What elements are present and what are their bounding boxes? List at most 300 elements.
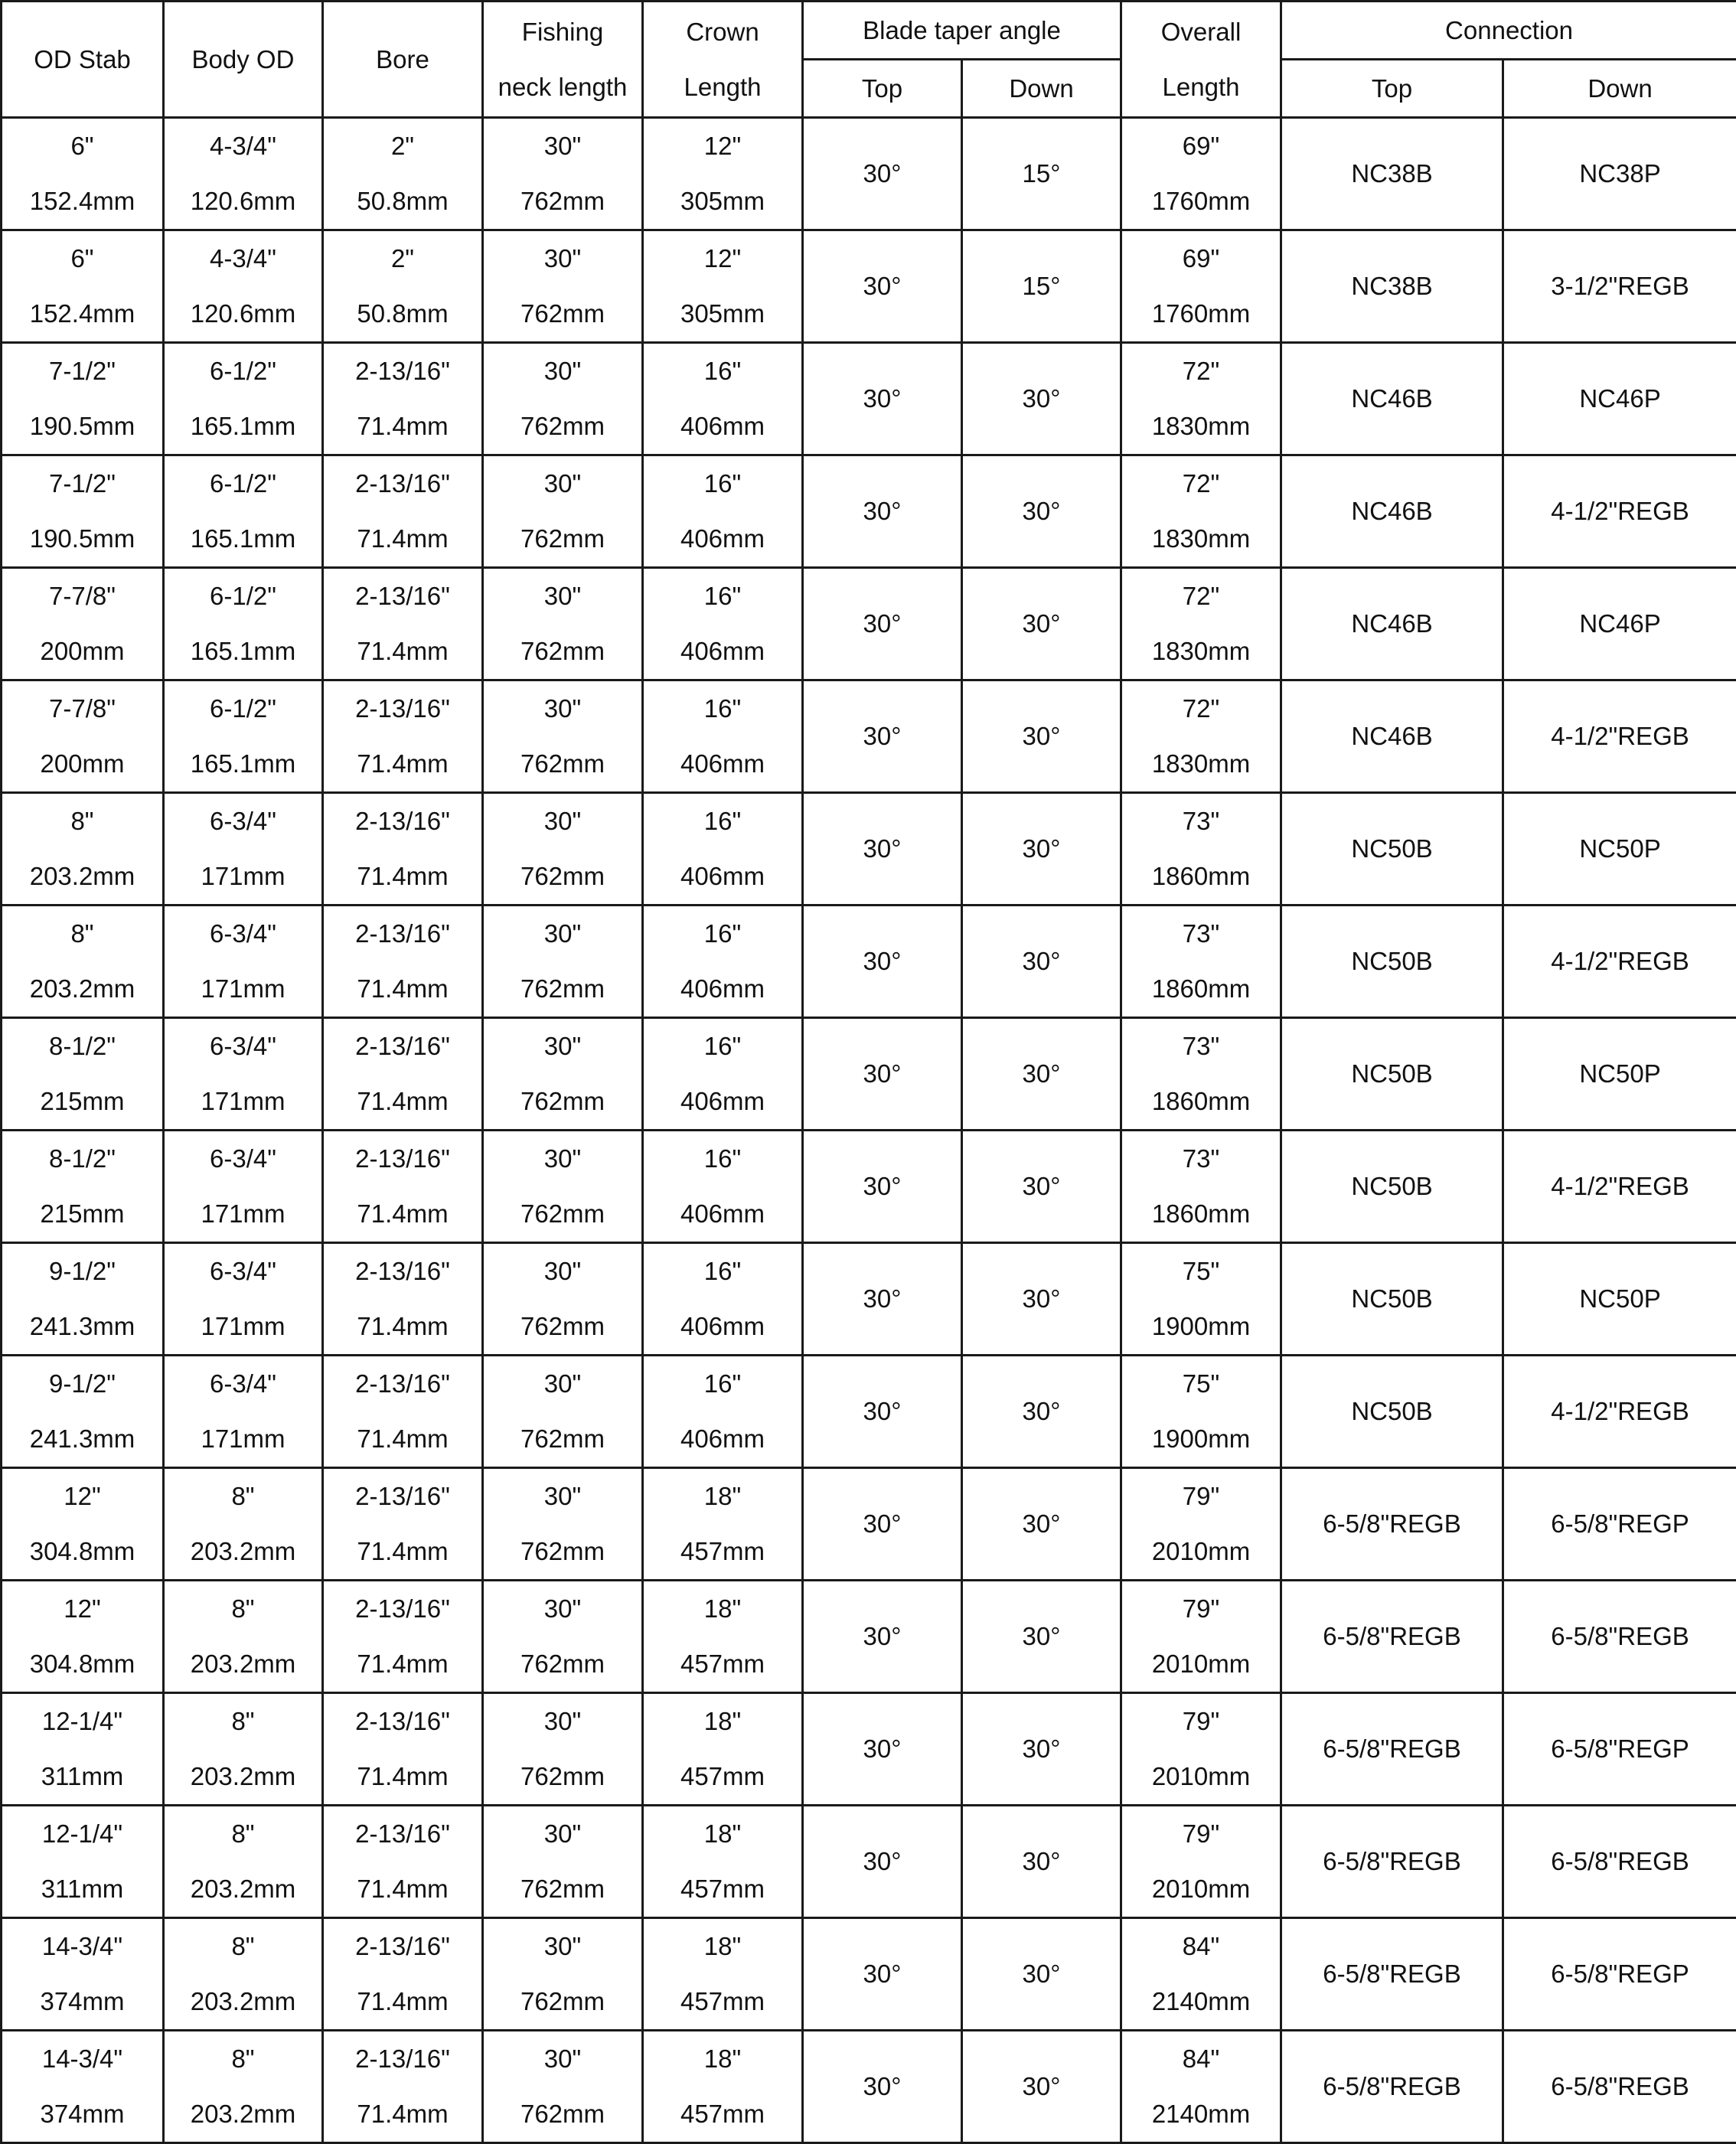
cell-crown xyxy=(643,1131,803,1243)
cell-overall xyxy=(1121,2031,1281,2143)
cell-od xyxy=(2,1693,164,1806)
cell-bore xyxy=(323,1356,483,1468)
cell-neck xyxy=(483,343,643,455)
cell-neck xyxy=(483,1581,643,1693)
cell-conn-down: 6-5/8"REGP xyxy=(1503,1468,1736,1581)
cell-body-line1: 8" xyxy=(165,1469,321,1524)
cell-top-angle: 30° xyxy=(803,1131,962,1243)
cell-bore-line1: 2-13/16" xyxy=(324,1019,481,1074)
cell-od xyxy=(2,343,164,455)
cell-neck xyxy=(483,1356,643,1468)
cell-conn-down: 4-1/2"REGB xyxy=(1503,680,1736,793)
cell-top-angle: 30° xyxy=(803,1806,962,1918)
cell-overall xyxy=(1121,118,1281,230)
cell-neck xyxy=(483,118,643,230)
cell-body-line2: 203.2mm xyxy=(165,1637,321,1692)
cell-od xyxy=(2,1243,164,1356)
cell-body-line1: 8" xyxy=(165,1806,321,1862)
cell-down-angle: 15° xyxy=(962,118,1121,230)
cell-overall xyxy=(1121,1243,1281,1356)
cell-od-line1: 9-1/2" xyxy=(2,1244,162,1299)
cell-crown-line2: 406mm xyxy=(644,624,801,679)
cell-od-line2: 190.5mm xyxy=(2,511,162,566)
cell-conn-down: NC38P xyxy=(1503,118,1736,230)
table-row xyxy=(2,793,1736,906)
cell-top-angle: 30° xyxy=(803,1243,962,1356)
cell-bore-line1: 2-13/16" xyxy=(324,1244,481,1299)
header-fishing-neck-line1: Fishing xyxy=(484,5,641,60)
cell-bore xyxy=(323,1131,483,1243)
cell-overall xyxy=(1121,455,1281,568)
cell-body-line1: 6-1/2" xyxy=(165,456,321,511)
cell-conn-top: NC46B xyxy=(1281,343,1503,455)
cell-bore xyxy=(323,455,483,568)
cell-body xyxy=(164,343,323,455)
cell-conn-down: NC50P xyxy=(1503,1018,1736,1131)
cell-body xyxy=(164,230,323,343)
cell-overall-line2: 1760mm xyxy=(1122,286,1280,341)
table-row xyxy=(2,2031,1736,2143)
cell-od-line1: 8" xyxy=(2,794,162,849)
cell-crown-line2: 406mm xyxy=(644,1186,801,1242)
cell-body-line1: 6-1/2" xyxy=(165,344,321,399)
cell-overall-line2: 1830mm xyxy=(1122,624,1280,679)
header-connection-down: Down xyxy=(1503,60,1736,118)
cell-crown-line1: 18" xyxy=(644,1469,801,1524)
cell-neck-line2: 762mm xyxy=(484,1862,641,1917)
cell-od xyxy=(2,1131,164,1243)
cell-crown-line1: 18" xyxy=(644,1694,801,1749)
cell-od-line2: 374mm xyxy=(2,1974,162,2029)
cell-od-line1: 8-1/2" xyxy=(2,1131,162,1186)
cell-overall xyxy=(1121,793,1281,906)
cell-conn-top: NC46B xyxy=(1281,680,1503,793)
cell-neck xyxy=(483,680,643,793)
cell-overall xyxy=(1121,343,1281,455)
cell-crown xyxy=(643,1468,803,1581)
cell-body-line2: 165.1mm xyxy=(165,511,321,566)
cell-neck-line2: 762mm xyxy=(484,399,641,454)
cell-conn-down: 4-1/2"REGB xyxy=(1503,1356,1736,1468)
cell-body-line2: 165.1mm xyxy=(165,624,321,679)
cell-overall-line1: 72" xyxy=(1122,456,1280,511)
cell-bore-line2: 71.4mm xyxy=(324,399,481,454)
cell-crown xyxy=(643,1243,803,1356)
cell-top-angle: 30° xyxy=(803,1468,962,1581)
cell-neck-line2: 762mm xyxy=(484,1411,641,1467)
cell-body-line1: 4-3/4" xyxy=(165,231,321,286)
cell-conn-down: 6-5/8"REGP xyxy=(1503,1693,1736,1806)
cell-overall-line1: 79" xyxy=(1122,1469,1280,1524)
cell-crown xyxy=(643,680,803,793)
cell-neck xyxy=(483,455,643,568)
table-row xyxy=(2,1356,1736,1468)
cell-neck-line2: 762mm xyxy=(484,849,641,904)
cell-conn-top: NC46B xyxy=(1281,568,1503,680)
cell-bore-line1: 2-13/16" xyxy=(324,681,481,736)
cell-crown-line2: 305mm xyxy=(644,286,801,341)
cell-neck-line1: 30" xyxy=(484,1806,641,1862)
cell-od-line1: 6" xyxy=(2,119,162,174)
cell-neck-line1: 30" xyxy=(484,231,641,286)
cell-crown-line1: 12" xyxy=(644,119,801,174)
table-row xyxy=(2,1131,1736,1243)
cell-bore-line2: 71.4mm xyxy=(324,511,481,566)
cell-bore-line1: 2-13/16" xyxy=(324,569,481,624)
cell-bore-line1: 2-13/16" xyxy=(324,344,481,399)
cell-down-angle: 30° xyxy=(962,793,1121,906)
cell-crown-line2: 305mm xyxy=(644,174,801,229)
cell-down-angle: 30° xyxy=(962,1018,1121,1131)
cell-bore xyxy=(323,793,483,906)
cell-overall-line1: 73" xyxy=(1122,1019,1280,1074)
header-connection: Connection xyxy=(1281,2,1736,60)
cell-overall-line1: 75" xyxy=(1122,1244,1280,1299)
cell-crown xyxy=(643,906,803,1018)
cell-od-line2: 374mm xyxy=(2,2087,162,2142)
table-row xyxy=(2,1693,1736,1806)
cell-crown xyxy=(643,1693,803,1806)
cell-crown-line1: 16" xyxy=(644,456,801,511)
cell-conn-top: NC50B xyxy=(1281,1131,1503,1243)
cell-neck xyxy=(483,1806,643,1918)
cell-od-line1: 12" xyxy=(2,1581,162,1637)
cell-conn-top: NC50B xyxy=(1281,1356,1503,1468)
cell-od-line1: 12-1/4" xyxy=(2,1806,162,1862)
cell-neck xyxy=(483,1018,643,1131)
cell-body-line2: 203.2mm xyxy=(165,1749,321,1804)
cell-neck-line2: 762mm xyxy=(484,511,641,566)
cell-overall xyxy=(1121,1693,1281,1806)
cell-conn-down: 4-1/2"REGB xyxy=(1503,906,1736,1018)
cell-od xyxy=(2,1581,164,1693)
header-crown-line2: Length xyxy=(644,60,801,115)
cell-od-line1: 14-3/4" xyxy=(2,2031,162,2087)
cell-od-line2: 203.2mm xyxy=(2,961,162,1017)
table-row xyxy=(2,906,1736,1018)
cell-neck-line2: 762mm xyxy=(484,961,641,1017)
cell-neck-line1: 30" xyxy=(484,1019,641,1074)
cell-body xyxy=(164,2031,323,2143)
cell-overall xyxy=(1121,1356,1281,1468)
cell-body xyxy=(164,1356,323,1468)
cell-conn-down: 3-1/2"REGB xyxy=(1503,230,1736,343)
cell-body-line1: 6-3/4" xyxy=(165,1356,321,1411)
cell-body-line2: 165.1mm xyxy=(165,399,321,454)
cell-overall-line2: 1830mm xyxy=(1122,399,1280,454)
cell-neck-line1: 30" xyxy=(484,1919,641,1974)
cell-crown xyxy=(643,343,803,455)
cell-bore-line2: 71.4mm xyxy=(324,1411,481,1467)
cell-conn-top: NC50B xyxy=(1281,793,1503,906)
cell-crown xyxy=(643,455,803,568)
cell-crown-line2: 406mm xyxy=(644,1411,801,1467)
cell-conn-top: NC50B xyxy=(1281,906,1503,1018)
cell-neck xyxy=(483,1131,643,1243)
cell-down-angle: 15° xyxy=(962,230,1121,343)
cell-neck-line1: 30" xyxy=(484,119,641,174)
cell-bore-line2: 71.4mm xyxy=(324,1862,481,1917)
cell-body xyxy=(164,118,323,230)
cell-body-line1: 6-1/2" xyxy=(165,681,321,736)
cell-overall-line1: 69" xyxy=(1122,231,1280,286)
cell-crown-line2: 457mm xyxy=(644,2087,801,2142)
cell-crown-line2: 406mm xyxy=(644,1074,801,1129)
cell-bore xyxy=(323,230,483,343)
cell-neck-line1: 30" xyxy=(484,1131,641,1186)
cell-top-angle: 30° xyxy=(803,1018,962,1131)
cell-overall-line2: 1830mm xyxy=(1122,736,1280,791)
cell-body xyxy=(164,1693,323,1806)
cell-overall xyxy=(1121,230,1281,343)
cell-overall xyxy=(1121,1918,1281,2031)
cell-top-angle: 30° xyxy=(803,1581,962,1693)
cell-neck xyxy=(483,1468,643,1581)
cell-bore-line2: 71.4mm xyxy=(324,1637,481,1692)
cell-od-line2: 215mm xyxy=(2,1074,162,1129)
cell-body xyxy=(164,906,323,1018)
cell-bore-line1: 2-13/16" xyxy=(324,794,481,849)
cell-neck xyxy=(483,230,643,343)
table-row xyxy=(2,1468,1736,1581)
cell-conn-down: 4-1/2"REGB xyxy=(1503,455,1736,568)
cell-overall-line1: 79" xyxy=(1122,1581,1280,1637)
cell-crown-line2: 406mm xyxy=(644,849,801,904)
cell-od xyxy=(2,2031,164,2143)
cell-od-line2: 304.8mm xyxy=(2,1637,162,1692)
cell-crown xyxy=(643,1918,803,2031)
cell-od-line2: 200mm xyxy=(2,736,162,791)
cell-bore-line1: 2-13/16" xyxy=(324,1694,481,1749)
cell-crown-line1: 18" xyxy=(644,2031,801,2087)
cell-bore xyxy=(323,2031,483,2143)
cell-overall-line2: 1830mm xyxy=(1122,511,1280,566)
cell-body xyxy=(164,793,323,906)
cell-crown-line1: 16" xyxy=(644,1356,801,1411)
cell-overall-line2: 2140mm xyxy=(1122,1974,1280,2029)
cell-neck-line1: 30" xyxy=(484,1244,641,1299)
cell-crown-line2: 457mm xyxy=(644,1749,801,1804)
cell-bore xyxy=(323,118,483,230)
table-body xyxy=(2,118,1736,2143)
cell-od xyxy=(2,680,164,793)
header-bore: Bore xyxy=(323,2,483,118)
cell-neck-line1: 30" xyxy=(484,456,641,511)
cell-bore-line2: 71.4mm xyxy=(324,2087,481,2142)
cell-neck xyxy=(483,2031,643,2143)
cell-crown-line1: 16" xyxy=(644,1244,801,1299)
cell-down-angle: 30° xyxy=(962,1356,1121,1468)
cell-crown-line1: 16" xyxy=(644,1131,801,1186)
cell-crown xyxy=(643,568,803,680)
cell-od-line1: 12" xyxy=(2,1469,162,1524)
cell-neck-line1: 30" xyxy=(484,1694,641,1749)
cell-crown-line2: 406mm xyxy=(644,736,801,791)
cell-crown-line1: 18" xyxy=(644,1581,801,1637)
cell-bore-line2: 71.4mm xyxy=(324,1074,481,1129)
cell-od-line2: 203.2mm xyxy=(2,849,162,904)
cell-overall-line2: 1860mm xyxy=(1122,849,1280,904)
cell-overall-line1: 72" xyxy=(1122,569,1280,624)
cell-neck-line1: 30" xyxy=(484,906,641,961)
cell-conn-top: 6-5/8"REGB xyxy=(1281,1581,1503,1693)
table-row xyxy=(2,1806,1736,1918)
cell-neck-line2: 762mm xyxy=(484,286,641,341)
cell-body-line1: 4-3/4" xyxy=(165,119,321,174)
cell-down-angle: 30° xyxy=(962,1693,1121,1806)
cell-conn-down: 6-5/8"REGB xyxy=(1503,1581,1736,1693)
cell-overall xyxy=(1121,906,1281,1018)
cell-bore xyxy=(323,906,483,1018)
cell-bore-line1: 2-13/16" xyxy=(324,2031,481,2087)
cell-crown-line1: 16" xyxy=(644,344,801,399)
cell-bore-line2: 71.4mm xyxy=(324,1749,481,1804)
cell-body-line2: 120.6mm xyxy=(165,174,321,229)
cell-body-line1: 8" xyxy=(165,2031,321,2087)
cell-top-angle: 30° xyxy=(803,343,962,455)
table-row xyxy=(2,1243,1736,1356)
cell-bore-line2: 71.4mm xyxy=(324,736,481,791)
table-row xyxy=(2,1581,1736,1693)
cell-neck-line1: 30" xyxy=(484,1356,641,1411)
cell-neck-line1: 30" xyxy=(484,794,641,849)
cell-body xyxy=(164,1243,323,1356)
cell-top-angle: 30° xyxy=(803,455,962,568)
cell-od xyxy=(2,1468,164,1581)
cell-crown xyxy=(643,1581,803,1693)
cell-body-line1: 8" xyxy=(165,1581,321,1637)
cell-down-angle: 30° xyxy=(962,906,1121,1018)
cell-crown-line2: 457mm xyxy=(644,1524,801,1579)
cell-neck-line2: 762mm xyxy=(484,1186,641,1242)
cell-neck-line2: 762mm xyxy=(484,174,641,229)
cell-crown-line2: 457mm xyxy=(644,1637,801,1692)
cell-body-line2: 203.2mm xyxy=(165,1862,321,1917)
cell-crown xyxy=(643,230,803,343)
cell-od-line2: 311mm xyxy=(2,1749,162,1804)
table-row xyxy=(2,1918,1736,2031)
cell-overall-line1: 75" xyxy=(1122,1356,1280,1411)
cell-overall-line2: 2010mm xyxy=(1122,1749,1280,1804)
cell-top-angle: 30° xyxy=(803,118,962,230)
cell-bore-line2: 50.8mm xyxy=(324,174,481,229)
cell-crown-line1: 18" xyxy=(644,1919,801,1974)
cell-od-line2: 215mm xyxy=(2,1186,162,1242)
cell-conn-top: NC50B xyxy=(1281,1243,1503,1356)
cell-od-line1: 7-1/2" xyxy=(2,456,162,511)
cell-crown-line1: 16" xyxy=(644,794,801,849)
cell-neck xyxy=(483,568,643,680)
cell-conn-top: NC38B xyxy=(1281,230,1503,343)
cell-overall-line2: 2010mm xyxy=(1122,1862,1280,1917)
cell-od xyxy=(2,568,164,680)
cell-neck-line2: 762mm xyxy=(484,1524,641,1579)
cell-neck-line1: 30" xyxy=(484,1581,641,1637)
cell-top-angle: 30° xyxy=(803,680,962,793)
cell-conn-top: 6-5/8"REGB xyxy=(1281,1918,1503,2031)
cell-bore-line1: 2" xyxy=(324,231,481,286)
cell-down-angle: 30° xyxy=(962,1581,1121,1693)
cell-conn-top: NC50B xyxy=(1281,1018,1503,1131)
table-row xyxy=(2,1018,1736,1131)
cell-bore xyxy=(323,568,483,680)
cell-neck xyxy=(483,1918,643,2031)
header-blade-taper-angle: Blade taper angle xyxy=(803,2,1121,60)
cell-conn-top: NC38B xyxy=(1281,118,1503,230)
cell-neck-line1: 30" xyxy=(484,681,641,736)
cell-od-line1: 7-7/8" xyxy=(2,569,162,624)
cell-overall-line1: 84" xyxy=(1122,2031,1280,2087)
cell-down-angle: 30° xyxy=(962,1131,1121,1243)
cell-overall xyxy=(1121,680,1281,793)
cell-body-line2: 171mm xyxy=(165,1411,321,1467)
cell-neck-line2: 762mm xyxy=(484,624,641,679)
cell-crown-line1: 16" xyxy=(644,906,801,961)
cell-body xyxy=(164,1018,323,1131)
cell-bore-line2: 50.8mm xyxy=(324,286,481,341)
cell-bore xyxy=(323,1693,483,1806)
cell-body-line1: 6-3/4" xyxy=(165,1131,321,1186)
cell-bore xyxy=(323,1468,483,1581)
cell-conn-down: NC50P xyxy=(1503,793,1736,906)
cell-crown-line1: 16" xyxy=(644,1019,801,1074)
cell-crown-line2: 457mm xyxy=(644,1862,801,1917)
table-row xyxy=(2,343,1736,455)
cell-body-line2: 203.2mm xyxy=(165,1524,321,1579)
cell-bore-line2: 71.4mm xyxy=(324,1974,481,2029)
cell-neck-line2: 762mm xyxy=(484,1299,641,1354)
header-body-od: Body OD xyxy=(164,2,323,118)
cell-conn-top: NC46B xyxy=(1281,455,1503,568)
cell-overall xyxy=(1121,1468,1281,1581)
cell-conn-down: NC50P xyxy=(1503,1243,1736,1356)
cell-neck-line1: 30" xyxy=(484,344,641,399)
cell-body xyxy=(164,680,323,793)
cell-body-line1: 6-1/2" xyxy=(165,569,321,624)
cell-crown-line2: 457mm xyxy=(644,1974,801,2029)
cell-conn-down: 6-5/8"REGB xyxy=(1503,1806,1736,1918)
cell-od-line2: 311mm xyxy=(2,1862,162,1917)
cell-body xyxy=(164,1806,323,1918)
table-row xyxy=(2,118,1736,230)
cell-bore xyxy=(323,1018,483,1131)
cell-od-line1: 8-1/2" xyxy=(2,1019,162,1074)
cell-bore-line1: 2" xyxy=(324,119,481,174)
cell-body-line1: 6-3/4" xyxy=(165,1244,321,1299)
cell-neck-line2: 762mm xyxy=(484,1974,641,2029)
cell-od xyxy=(2,1018,164,1131)
cell-body-line2: 171mm xyxy=(165,1299,321,1354)
header-fishing-neck-line2: neck length xyxy=(484,60,641,115)
cell-neck-line2: 762mm xyxy=(484,1074,641,1129)
cell-bore-line1: 2-13/16" xyxy=(324,1131,481,1186)
cell-bore-line2: 71.4mm xyxy=(324,849,481,904)
cell-overall-line1: 73" xyxy=(1122,906,1280,961)
cell-crown-line1: 16" xyxy=(644,569,801,624)
cell-down-angle: 30° xyxy=(962,2031,1121,2143)
cell-od-line2: 241.3mm xyxy=(2,1299,162,1354)
cell-od xyxy=(2,906,164,1018)
cell-od-line2: 200mm xyxy=(2,624,162,679)
cell-body-line1: 6-3/4" xyxy=(165,906,321,961)
cell-conn-down: 6-5/8"REGB xyxy=(1503,2031,1736,2143)
cell-body-line1: 8" xyxy=(165,1919,321,1974)
table-row xyxy=(2,568,1736,680)
cell-crown xyxy=(643,2031,803,2143)
header-blade-top: Top xyxy=(803,60,962,118)
cell-bore-line1: 2-13/16" xyxy=(324,456,481,511)
cell-od-line1: 8" xyxy=(2,906,162,961)
